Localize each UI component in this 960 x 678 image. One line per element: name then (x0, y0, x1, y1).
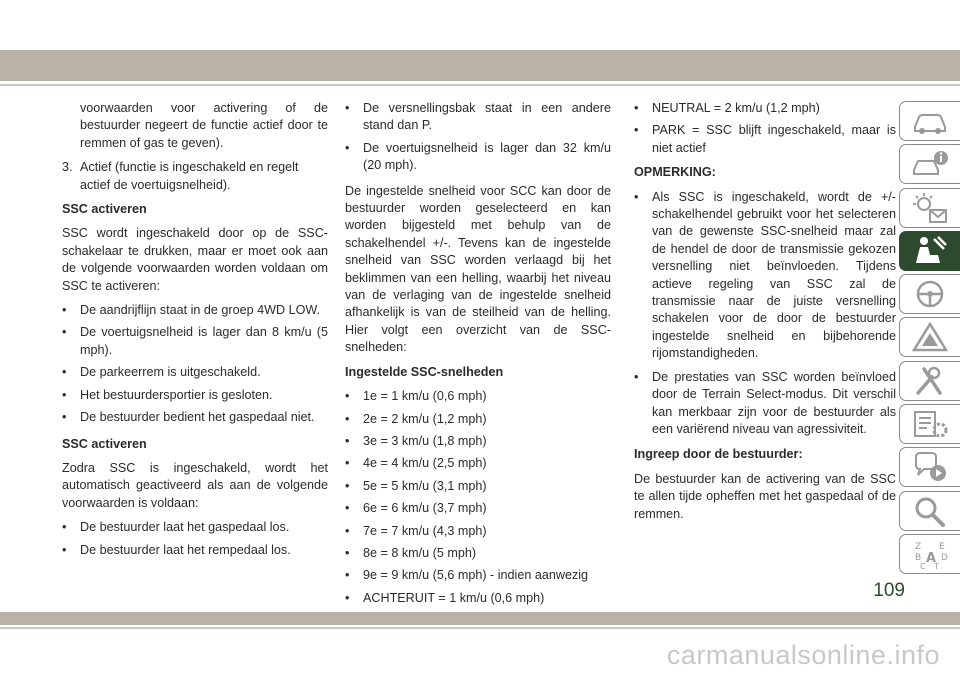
footer-band-line (0, 627, 960, 629)
heading-ssc-activeren-1: SSC activeren (62, 202, 147, 217)
list-item: • 9e = 9 km/u (5,6 mph) - indien aanwezig (345, 568, 589, 583)
list-item: • De prestaties van SSC worden beïnvloed door de Terrain Select-modus. Dit verschil kan merkbaar zijn voor de bestuurder als een variërend niveau van agressiviteit. (634, 369, 896, 436)
driver-seat-icon (910, 235, 950, 267)
svg-text:C: C (920, 561, 926, 570)
svg-text:A: A (926, 550, 937, 566)
item-text: Actief (functie is ingeschakeld en regelt actief de voertuigsnelheid). (80, 160, 299, 192)
tab-warning-lights[interactable] (899, 188, 960, 228)
watermark: carmanualsonline.info (666, 640, 940, 670)
heading-note: OPMERKING: (634, 165, 716, 180)
list-item: • De bestuurder laat het rempedaal los. (62, 542, 291, 557)
paragraph-override: De bestuurder kan de activering van de SSC te allen tijde opheffen met het gaspedaal of de remmen. (634, 471, 896, 521)
tab-driver-seat[interactable] (899, 231, 960, 271)
tab-car-info-book[interactable] (899, 144, 960, 184)
tab-hazard-triangle[interactable] (899, 317, 960, 357)
tab-search-index[interactable] (899, 491, 960, 531)
tab-car-info[interactable] (899, 101, 960, 141)
list-item: • 4e = 4 km/u (2,5 mph) (345, 456, 487, 471)
specifications-gear-icon (910, 408, 950, 440)
list-item: • Als SSC is ingeschakeld, wordt de +/- schakelhendel gebruikt voor het selecteren van de gewenste SSC-snelheid maar zal de hendel de door de transmissie gekozen versnelling niet beïnvloeden. Tijdens actieve regeling van SSC zal de transmissie naar de juiste versnelling schakelen voor de door de bestuurder ingestelde snelheid en bijbehorende rijomstandigheden. (634, 189, 896, 361)
paragraph-set-speed: De ingestelde snelheid voor SCC kan door de bestuurder worden geselecteerd en kan worden bijgesteld met behulp van de schakelhendel +/-. Tevens kan de ingestelde snelheid van SSC worden verlaagd bij het beklimmen van een helling, waarbij het niveau van de verlaging van de ingestelde snelheid afhankelijk is van de steilheid van de helling. Hier volgt een overzicht van de SSC-snelheden: (345, 183, 611, 355)
list-item: • 7e = 7 km/u (4,3 mph) (345, 523, 487, 538)
header-band (0, 50, 960, 81)
car-info-icon (910, 105, 950, 137)
list-item: • 3e = 3 km/u (1,8 mph) (345, 433, 487, 448)
svg-text:T: T (934, 561, 939, 570)
steering-wheel-icon (910, 278, 950, 310)
tab-wrench-service[interactable] (899, 361, 960, 401)
svg-text:D: D (941, 552, 948, 563)
list-item: • Het bestuurdersportier is gesloten. (62, 387, 273, 402)
svg-text:B: B (915, 552, 922, 563)
warning-lights-icon (910, 192, 950, 224)
list-item: • 8e = 8 km/u (5 mph) (345, 545, 477, 560)
column-3 (634, 100, 896, 530)
list-item: • De bestuurder bedient het gaspedaal niet. (62, 410, 315, 425)
svg-text:Z: Z (915, 541, 922, 552)
column-1 (62, 100, 328, 564)
list-item: • 5e = 5 km/u (3,1 mph) (345, 478, 487, 493)
hazard-triangle-icon (910, 321, 950, 353)
list-item: • 2e = 2 km/u (1,2 mph) (345, 411, 487, 426)
list-item: • De voertuigsnelheid is lager dan 32 km/u (20 mph). (345, 140, 611, 173)
chapter-sidebar (899, 101, 960, 577)
continuation-text: voorwaarden voor activering of de bestuurder negeert de functie actief door te remmen of gas te geven). (80, 101, 328, 150)
page-number: 109 (873, 580, 905, 601)
list-item: • 1e = 1 km/u (0,6 mph) (345, 389, 487, 404)
speeds-list (345, 388, 611, 607)
conditions-list-1 (62, 302, 328, 426)
multimedia-icon (910, 451, 950, 483)
heading-ssc-speeds: Ingestelde SSC-snelheden (345, 364, 504, 379)
tab-multimedia[interactable] (899, 447, 960, 487)
alphabet-index-icon (910, 538, 950, 570)
list-item: • De bestuurder laat het gaspedaal los. (62, 520, 290, 535)
footer-band (0, 612, 960, 625)
search-index-icon (910, 495, 950, 527)
list-item: • PARK = SSC blijft ingeschakeld, maar is niet actief (634, 123, 896, 155)
tab-alphabet-index[interactable] (899, 534, 960, 574)
header-band-line (0, 84, 960, 86)
list-item: • De aandrijflijn staat in de groep 4WD LOW. (62, 303, 321, 318)
list-item: • De voertuigsnelheid is lager dan 8 km/u (5 mph). (62, 325, 328, 357)
list-item: • ACHTERUIT = 1 km/u (0,6 mph) (345, 590, 545, 605)
conditions-list-2 (62, 519, 328, 559)
heading-driver-override: Ingreep door de bestuurder: (634, 447, 803, 462)
numbered-item-3 (62, 159, 328, 194)
notes-list (634, 189, 896, 439)
list-item: • NEUTRAL = 2 km/u (1,2 mph) (634, 101, 820, 115)
item-number: 3. (62, 160, 73, 175)
svg-text:E: E (939, 541, 945, 552)
tab-specifications[interactable] (899, 404, 960, 444)
heading-ssc-activeren-2: SSC activeren (62, 436, 147, 451)
list-item: • De versnellingsbak staat in een andere stand dan P. (345, 101, 611, 133)
list-item: • 6e = 6 km/u (3,7 mph) (345, 501, 487, 516)
tab-steering-wheel[interactable] (899, 274, 960, 314)
wrench-service-icon (910, 365, 950, 397)
paragraph-ssc-auto: Zodra SSC is ingeschakeld, wordt het automatisch geactiveerd als aan de volgende voorwaarden is voldaan: (62, 460, 328, 510)
column-2 (345, 100, 611, 612)
list-item: • De parkeerrem is uitgeschakeld. (62, 365, 261, 380)
car-info-book-icon (910, 148, 950, 180)
paragraph-ssc-enable: SSC wordt ingeschakeld door op de SSC-schakelaar te drukken, maar er moet ook aan de volgende voorwaarden worden voldaan om SSC te activeren: (62, 226, 328, 293)
